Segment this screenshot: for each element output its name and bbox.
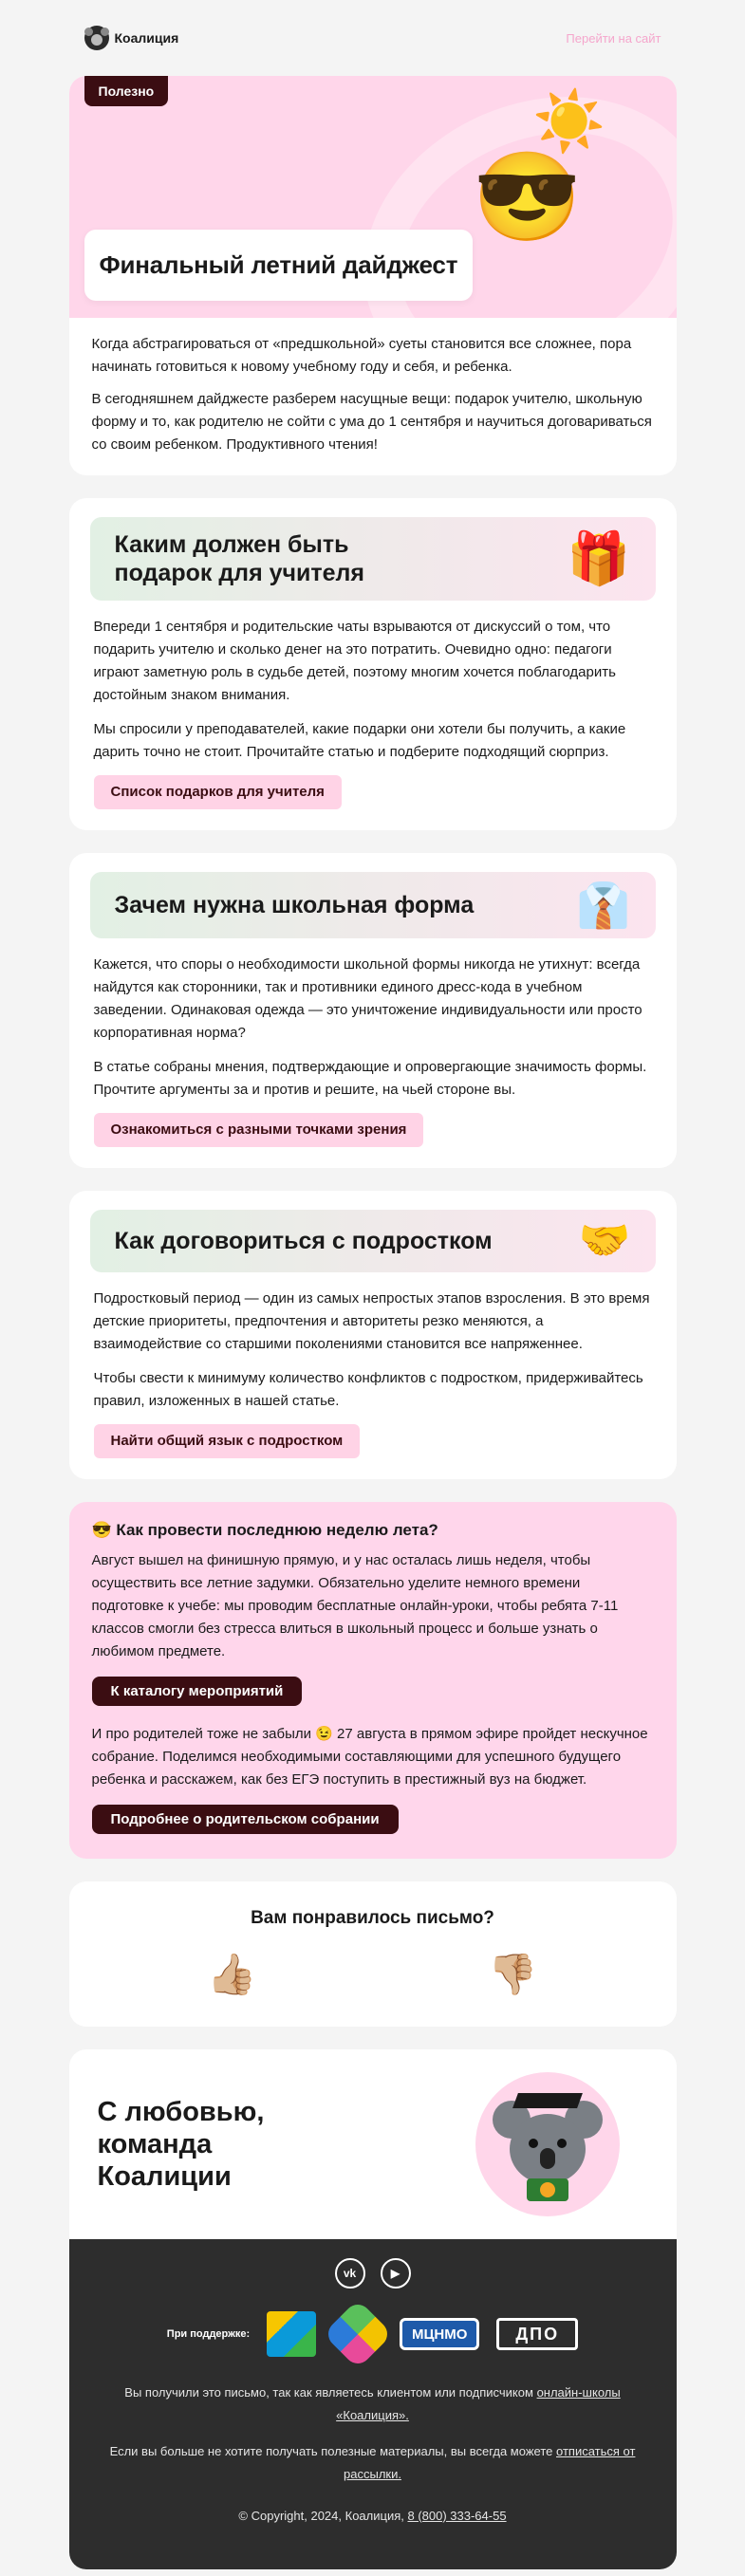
intro-paragraph: Когда абстрагироваться от «предшкольной» суеты становится все сложнее, пора начинать готовиться к новому учебному году и себя, и ребенка. [91, 336, 632, 375]
events-catalog-button[interactable]: К каталогу мероприятий [92, 1677, 303, 1706]
top-bar [69, 0, 677, 76]
article-paragraph: В статье собраны мнения, подтверждающие и опровергающие значимость формы. Прочтите аргументы за и против и решите, на чьей стороне вы. [93, 1059, 647, 1098]
article-paragraph: Кажется, что споры о необходимости школьной формы никогда не утихнут: всегда найдутся как сторонники, так и противники единого дресс-кода в учебном заведении. Одинаковая одежда — это уничтожение индивидуальности или просто корпоративная норма? [93, 956, 643, 1041]
gift-icon: 🎁 [567, 530, 631, 587]
necktie-shirt-icon: 👔 [576, 880, 631, 930]
vk-icon[interactable]: vk [335, 2258, 365, 2289]
phone-link[interactable]: 8 (800) 333-64-55 [407, 2509, 507, 2523]
book-icon [527, 2178, 568, 2201]
article-paragraph: Подростковый период — один из самых непростых этапов взросления. В это время детские приоритеты, предпочтения и авторитеты резко меняются, а взаимодействие со старшими поколениями становится все напряженнее. [93, 1290, 650, 1352]
article-card-teacher-gift [69, 498, 677, 830]
feedback-question: Вам понравилось письмо? [251, 1908, 494, 1928]
youtube-icon[interactable]: ▶ [381, 2258, 411, 2289]
parent-meeting-button[interactable]: Подробнее о родительском собрании [92, 1805, 399, 1834]
koala-logo-icon [84, 26, 109, 50]
copyright [94, 2505, 652, 2528]
article-body [90, 601, 656, 809]
brand-logo[interactable] [84, 26, 179, 50]
teacher-gifts-button[interactable]: Список подарков для учителя [94, 775, 342, 809]
article-header [90, 517, 656, 601]
hero-intro [69, 318, 677, 475]
article-title: Зачем нужна школьная форма [114, 892, 475, 918]
unsubscribe-note [94, 2440, 652, 2486]
email-container [69, 0, 677, 2569]
sunglasses-face-icon: 😎 [472, 149, 582, 246]
handshake-icon: 🤝 [578, 1217, 631, 1264]
article-card-teenager [69, 1191, 677, 1479]
copyright-text: © Copyright, 2024, Коалиция, [238, 2509, 404, 2523]
article-body [90, 1272, 656, 1458]
unsubscribe-text: Если вы больше не хотите получать полезные материалы, вы всегда можете [109, 2444, 553, 2458]
feedback-buttons [92, 1952, 654, 1998]
hero-title: Финальный летний дайджест [84, 230, 474, 301]
teenager-article-button[interactable]: Найти общий язык с подростком [94, 1424, 361, 1458]
koala-eye [529, 2139, 538, 2148]
reason-text: Вы получили это письмо, так как являетесь клиентом или подписчиком [124, 2385, 533, 2400]
feedback-card [69, 1881, 677, 2027]
partner-logo-cubes[interactable] [267, 2311, 316, 2357]
viewpoints-button[interactable]: Ознакомиться с разными точками зрения [94, 1113, 424, 1147]
school-link[interactable]: онлайн-школы «Коалиция». [336, 2385, 621, 2422]
category-badge: Полезно [84, 76, 169, 106]
goto-site-link[interactable]: Перейти на сайт [566, 30, 661, 46]
article-paragraph: Мы спросили у преподавателей, какие подарки они хотели бы получить, а какие дарить точно не стоит. Прочитайте статью и подберите подходящий сюрприз. [93, 721, 626, 760]
hero-card [69, 76, 677, 475]
promo-title: 😎 Как провести последнюю неделю лета? [91, 1521, 438, 1539]
unsubscribe-link[interactable]: отписаться от рассылки. [344, 2444, 636, 2481]
support-label: При поддержке: [166, 2328, 251, 2340]
thumbs-up-icon[interactable]: 👍🏼 [207, 1952, 257, 1996]
partner-logo-dpo[interactable]: ДПО [496, 2318, 578, 2350]
summer-week-promo [69, 1502, 677, 1859]
article-title: Как договориться с подростком [114, 1228, 493, 1254]
article-paragraph: Впереди 1 сентября и родительские чаты взрываются от дискуссий о том, что подарить учителю и сколько денег на это потратить. Очевидно одно: педагоги играют заметную роль в судьбе детей, поэтому многим хочется поблагодарить достойным знаком внимания. [93, 619, 616, 703]
social-links [94, 2258, 652, 2289]
brand-name: Коалиция [114, 30, 179, 46]
footer [69, 2239, 677, 2569]
subscription-reason [94, 2381, 652, 2427]
article-header [90, 872, 656, 938]
graduation-cap-icon [512, 2093, 583, 2108]
intro-paragraph: В сегодняшнем дайджесте разберем насущные вещи: подарок учителю, школьную форму и то, как родителю не сойти с ума до 1 сентября и научиться договариваться со своим ребенком. Продуктивного чтения! [91, 391, 652, 453]
koala-nose [540, 2148, 555, 2169]
article-paragraph: Чтобы свести к минимуму количество конфликтов с подростком, придерживайтесь правил, изложенных в нашей статье. [93, 1370, 643, 1409]
partners-row [94, 2309, 652, 2359]
promo-paragraph: И про родителей тоже не забыли 😉 27 августа в прямом эфире пройдет нескучное собрание. Поделимся необходимыми составляющими для успешного будущего ребенка и расскажем, как без ЕГЭ поступить в престижный вуз на бюджет. [91, 1726, 648, 1788]
partner-logo-flower[interactable] [323, 2299, 393, 2369]
article-header [90, 1210, 656, 1272]
sun-icon: ☀️ [532, 89, 606, 155]
koala-eye [557, 2139, 567, 2148]
signoff-text: С любовью, команда Коалиции [97, 2097, 265, 2192]
article-card-school-uniform [69, 853, 677, 1168]
koala-mascot [475, 2072, 620, 2216]
partner-logo-mcnmo[interactable]: МЦНМО [400, 2318, 479, 2350]
signoff-card [69, 2049, 677, 2239]
article-body [90, 938, 656, 1147]
hero-banner [69, 76, 677, 318]
article-title: Каким должен быть подарок для учителя [114, 531, 365, 586]
promo-paragraph: Август вышел на финишную прямую, и у нас осталась лишь неделя, чтобы осуществить все летние задумки. Обязательно уделите немного времени подготовке к учебе: мы проводим бесплатные онлайн-уроки, чтобы ребята 7-11 классов смогли без стресса влиться в школьный процесс и больше узнать о любимом предмете. [91, 1552, 619, 1659]
thumbs-down-icon[interactable]: 👎🏼 [488, 1952, 538, 1996]
signoff-row [69, 2049, 677, 2239]
